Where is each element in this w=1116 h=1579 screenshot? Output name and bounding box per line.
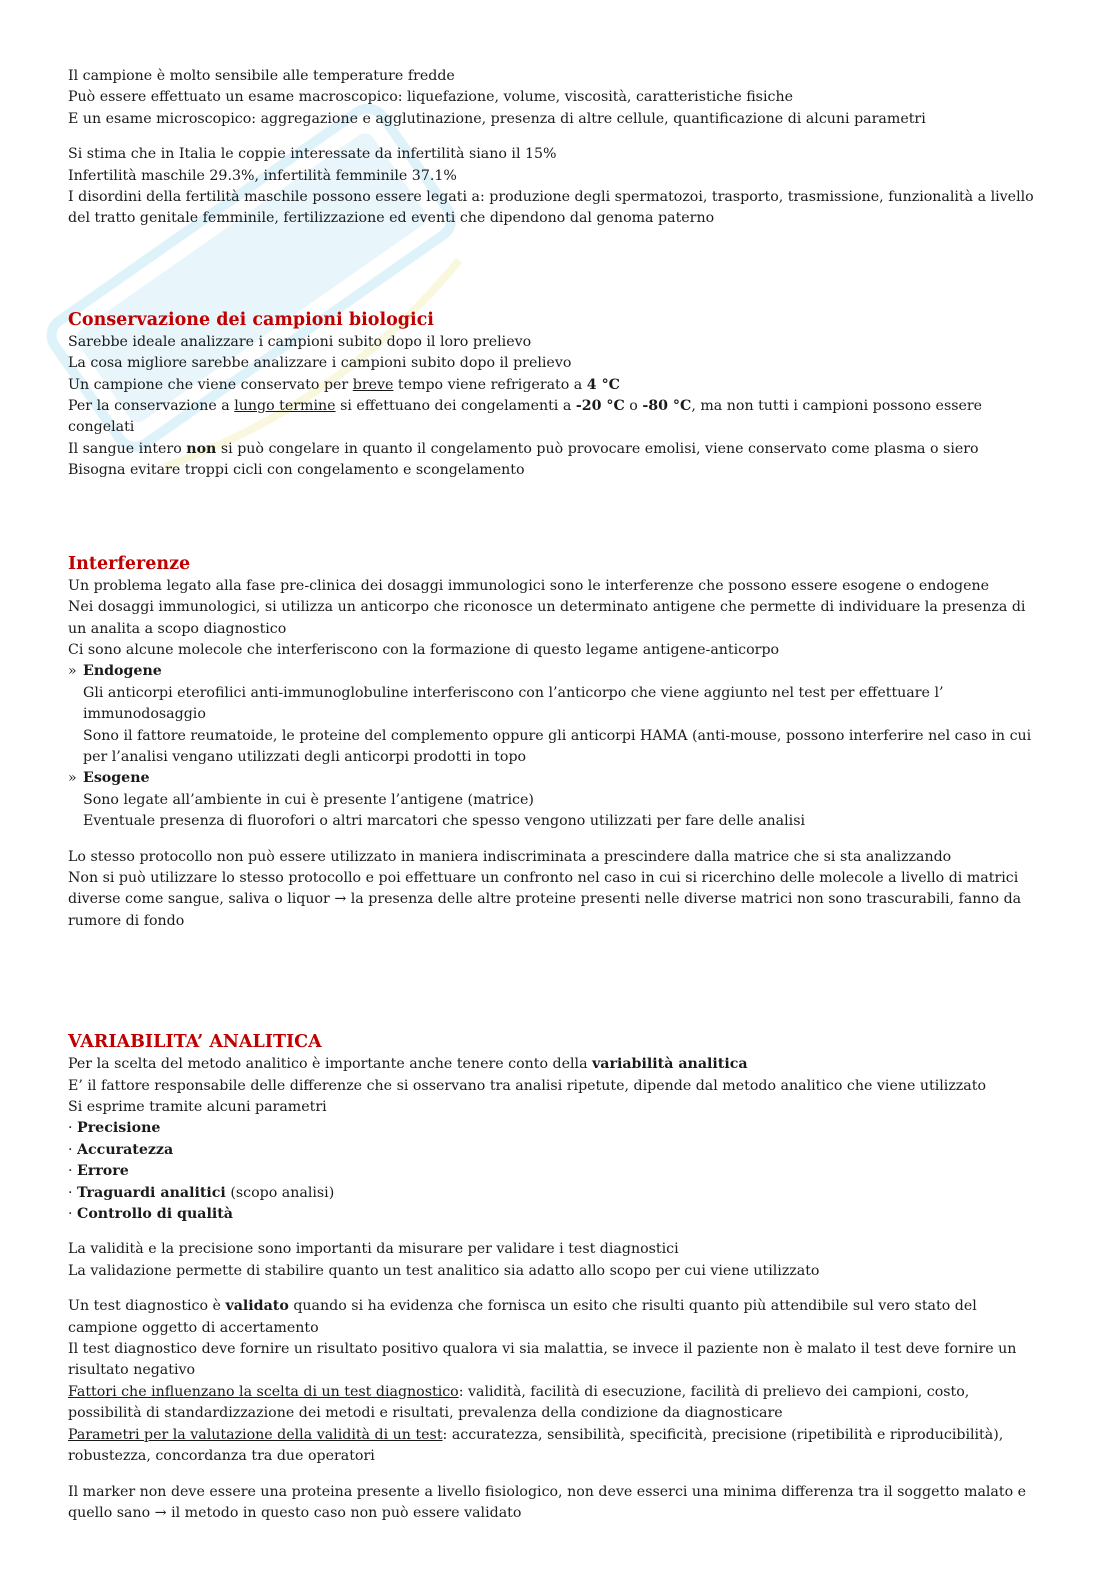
bullet-esogene: » Esogene — [68, 768, 1038, 789]
text-line: Bisogna evitare troppi cicli con congelamento e scongelamento — [68, 462, 525, 479]
matrice-paragraph — [68, 847, 1038, 933]
document-page — [68, 66, 1038, 1524]
text-line: Non si può utilizzare lo stesso protocollo e poi effettuare un confronto nel caso in cui si ricerchino delle molecole a livello di matrici diverse come sangue, saliva o liquor → la presenza delle altre proteine presenti nelle diverse matrici non sono trascurabili, fanno da rumore di fondo — [68, 869, 1022, 929]
text-line: Gli anticorpi eterofilici anti-immunoglobuline interferiscono con l’anticorpo che viene aggiunto nel test per effettuare l’ immunodosaggio — [83, 684, 944, 723]
text-line: La validità e la precisione sono importanti da misurare per validare i test diagnostici — [68, 1241, 679, 1258]
text-line: I disordini della fertilità maschile possono essere legati a: produzione degli spermatozoi, trasporto, trasmissione, funzionalità a livello del tratto genitale femminile, fertilizzazione ed eventi che dipendono dal genoma paterno — [68, 189, 1034, 227]
list-item: · Precisione — [68, 1120, 161, 1137]
stats-paragraph — [68, 144, 1038, 230]
text-line: Può essere effettuato un esame macroscopico: liquefazione, volume, viscosità, caratteristiche fisiche — [68, 89, 793, 106]
chevron-bullet-icon: » — [68, 770, 77, 787]
list-item: · Traguardi analitici (scopo analisi) — [68, 1184, 335, 1201]
text-line: Un problema legato alla fase pre-clinica dei dosaggi immunologici sono le interferenze che possono essere esogene o endogene — [68, 577, 990, 594]
text-line: Infertilità maschile 29.3%, infertilità femminile 37.1% — [68, 167, 457, 184]
text-line: E un esame microscopico: aggregazione e agglutinazione, presenza di altre cellule, quantificazione di alcuni parametri — [68, 110, 926, 127]
intro-paragraph — [68, 66, 1038, 130]
list-item: · Controllo di qualità — [68, 1206, 233, 1223]
section-heading-conservazione: Conservazione dei campioni biologici — [68, 309, 434, 330]
text-line: Si stima che in Italia le coppie interessate da infertilità siano il 15% — [68, 146, 557, 163]
list-item: · Errore — [68, 1163, 129, 1180]
text-line: Parametri per la valutazione della validità di un test: accuratezza, sensibilità, specificità, precisione (ripetibilità e riproducibilità), robustezza, concordanza tra due operatori — [68, 1426, 1004, 1465]
text-line: La cosa migliore sarebbe analizzare i campioni subito dopo il prelievo — [68, 355, 572, 372]
text-line: Lo stesso protocollo non può essere utilizzato in maniera indiscriminata a prescindere dalla matrice che si sta analizzando — [68, 848, 952, 865]
text-line: Per la conservazione a lungo termine si effettuano dei congelamenti a -20 °C o -80 °C, ma non tutti i campioni possono essere congelati — [68, 398, 983, 436]
validazione-paragraph — [68, 1239, 1038, 1282]
chevron-bullet-icon: » — [68, 663, 77, 680]
text-line: Sarebbe ideale analizzare i campioni subito dopo il loro prelievo — [68, 333, 532, 350]
text-line: Nei dosaggi immunologici, si utilizza un anticorpo che riconosce un determinato antigene che permette di individuare la presenza di un analita a scopo diagnostico — [68, 599, 1026, 637]
conservazione-paragraph — [68, 332, 1038, 482]
text-line: Sono legate all’ambiente in cui è presente l’antigene (matrice) — [83, 791, 534, 808]
text-line: La validazione permette di stabilire quanto un test analitico sia adatto allo scopo per cui viene utilizzato — [68, 1262, 820, 1279]
text-line: Sono il fattore reumatoide, le proteine del complemento oppure gli anticorpi HAMA (anti-mouse, possono interferire nel caso in cui per l’analisi vengano utilizzati degli anticorpi prodotti in topo — [83, 727, 1032, 765]
section-heading-variabilita: VARIABILITA’ ANALITICA — [68, 1032, 322, 1053]
text-line: Il sangue intero non si può congelare in quanto il congelamento può provocare emolisi, viene conservato come plasma o siero — [68, 440, 979, 457]
interferenze-paragraph — [68, 576, 1038, 833]
section-heading-interferenze: Interferenze — [68, 553, 191, 574]
test-diagnostico-paragraph — [68, 1296, 1038, 1467]
text-line: Un test diagnostico è validato quando si ha evidenza che fornisca un esito che risulti quanto più attendibile sul vero stato del campione oggetto di accertamento — [68, 1298, 977, 1336]
list-item: · Accuratezza — [68, 1141, 174, 1158]
text-line: Il test diagnostico deve fornire un risultato positivo qualora vi sia malattia, se invece il paziente non è malato il test deve fornire un risultato negativo — [68, 1341, 1017, 1379]
text-line: Un campione che viene conservato per breve tempo viene refrigerato a 4 °C — [68, 376, 620, 393]
text-line: Per la scelta del metodo analitico è importante anche tenere conto della variabilità analitica — [68, 1056, 748, 1073]
text-line: Ci sono alcune molecole che interferiscono con la formazione di questo legame antigene-anticorpo — [68, 641, 780, 658]
marker-paragraph — [68, 1482, 1038, 1525]
text-line: Si esprime tramite alcuni parametri — [68, 1099, 327, 1115]
text-line: Il campione è molto sensibile alle temperature fredde — [68, 68, 455, 84]
text-line: Fattori che influenzano la scelta di un test diagnostico: validità, facilità di esecuzione, facilità di prelievo dei campioni, costo, possibilità di standardizzazione dei metodi e risultati, prevalenza della condizione da diagnosticare — [68, 1383, 970, 1422]
text-line: Eventuale presenza di fluorofori o altri marcatori che spesso vengono utilizzati per fare delle analisi — [83, 813, 806, 830]
variabilita-paragraph — [68, 1054, 1038, 1225]
text-line: E’ il fattore responsabile delle differenze che si osservano tra analisi ripetute, dipende dal metodo analitico che viene utilizzato — [68, 1077, 986, 1094]
text-line: Il marker non deve essere una proteina presente a livello fisiologico, non deve esserci una minima differenza tra il soggetto malato e quello sano → il metodo in questo caso non può essere validato — [68, 1483, 1027, 1521]
bullet-endogene: » Endogene — [68, 661, 1038, 682]
